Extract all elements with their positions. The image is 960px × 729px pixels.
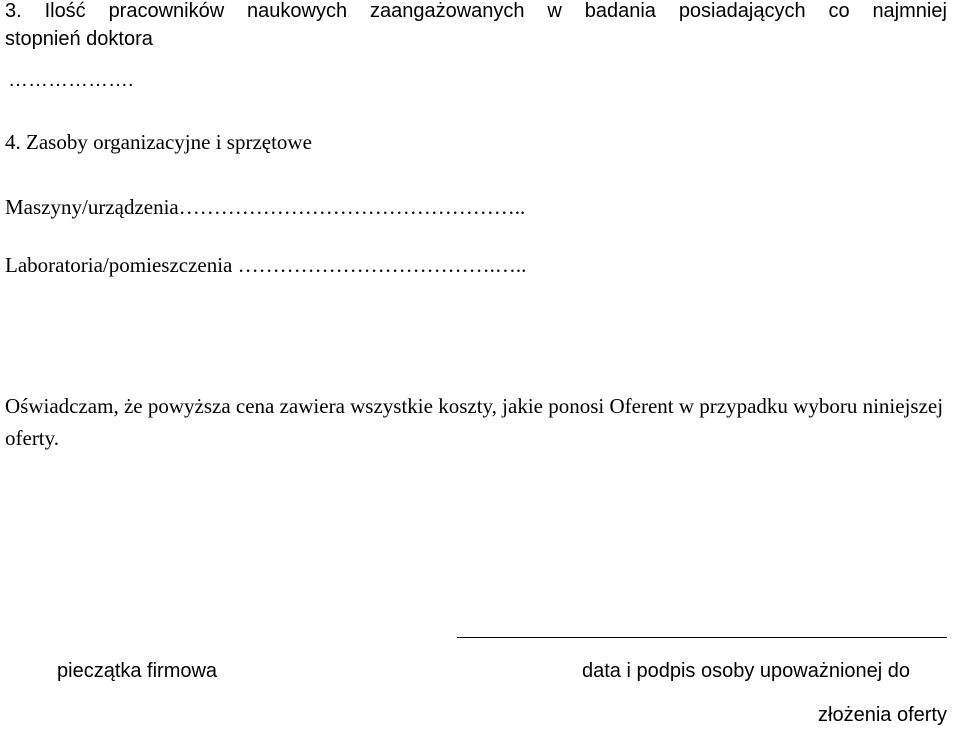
section-3-word: co	[828, 0, 850, 22]
section-3-word: 3.	[5, 0, 22, 22]
section-4-heading: 4. Zasoby organizacyjne i sprzętowe	[5, 130, 312, 154]
section-3-word: zaangażowanych	[369, 0, 525, 22]
section-3-word: badania	[584, 0, 656, 22]
section-3-line-1	[5, 0, 947, 25]
labs-field: Laboratoria/pomieszczenia ……………………………….…..	[5, 253, 527, 277]
signature-line	[457, 637, 947, 638]
company-stamp-label: pieczątka firmowa	[57, 660, 218, 682]
section-3-word: w	[547, 0, 562, 22]
signature-label-line-2: złożenia oferty	[818, 704, 947, 726]
signature-label-line-1: data i podpis osoby upoważnionej do	[582, 660, 911, 682]
section-3-word: najmniej	[872, 0, 947, 22]
declaration-paragraph: Oświadczam, że powyższa cena zawiera wszystkie koszty, jakie ponosi Oferent w przypadku wyboru niniejszej oferty.	[5, 394, 944, 450]
section-3-question	[5, 0, 947, 53]
answer-placeholder-dots: ……………….	[8, 69, 134, 91]
section-3-line-2: stopnień doktora	[5, 28, 153, 50]
section-3-word: Ilość	[44, 0, 86, 22]
machines-field: Maszyny/urządzenia…………………………………………..	[5, 195, 526, 219]
section-3-word: naukowych	[247, 0, 348, 22]
section-3-word: pracowników	[108, 0, 225, 22]
section-3-word: posiadających	[678, 0, 806, 22]
